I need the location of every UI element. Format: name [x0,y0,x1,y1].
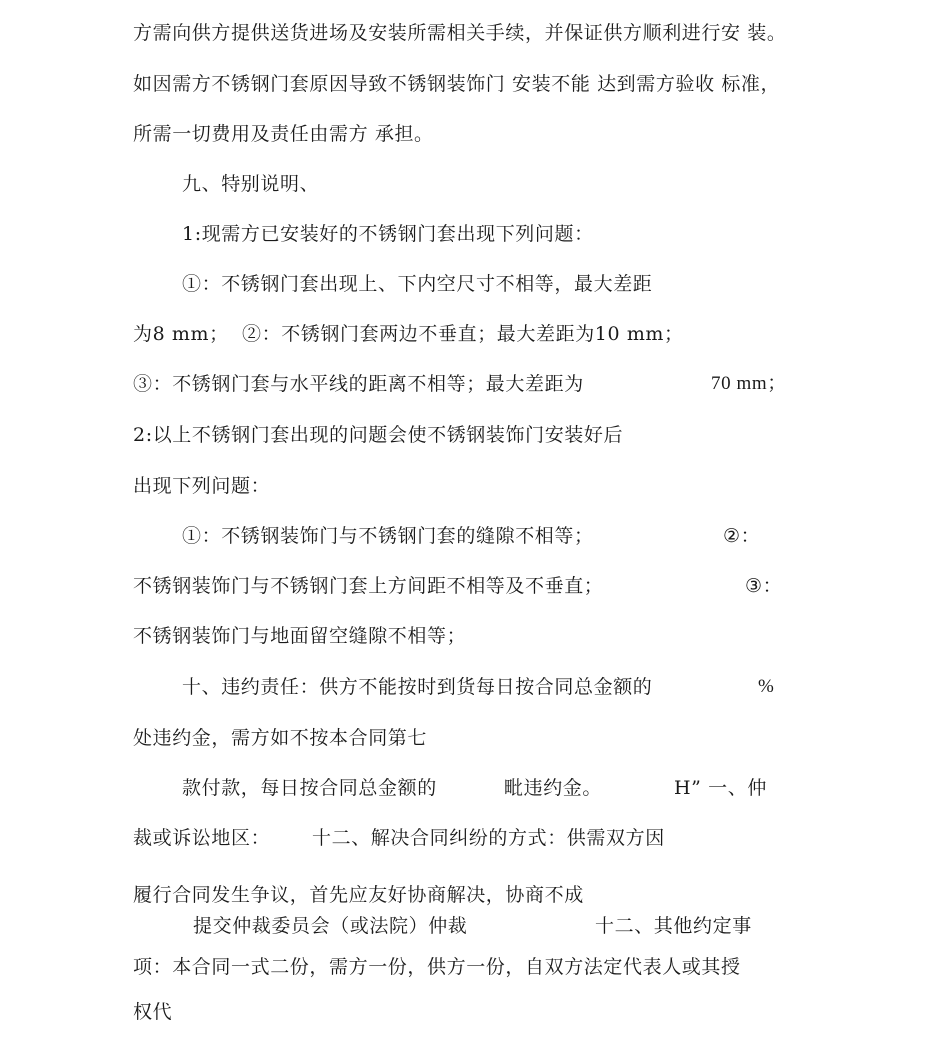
list-item: ①：不锈钢装饰门与不锈钢门套的缝隙不相等； [182,525,594,547]
paragraph-line: 方需向供方提供送货进场及安装所需相关手续，并保证供方顺利进行安 装。 [133,22,787,44]
paragraph-line: 款付款，每日按合同总金额的 [182,777,437,799]
percent-sign: % [758,676,775,697]
list-item: ③：不锈钢门套与水平线的距离不相等；最大差距为 [133,373,584,395]
list-item-marker: ②： [723,525,761,547]
paragraph-line: 裁或诉讼地区： [133,827,271,849]
paragraph-line: 2:以上不锈钢门套出现的问题会使不锈钢装饰门安装好后 [133,424,624,446]
list-item: 不锈钢装饰门与地面留空缝隙不相等； [133,625,467,647]
section-heading: 九、特别说明、 [182,173,320,195]
section-heading: 十二、解决合同纠纷的方式：供需双方因 [312,827,665,849]
paragraph-line: 处违约金，需方如不按本合同第七 [133,727,428,749]
paragraph-line: 项：本合同一式二份，需方一份，供方一份，自双方法定代表人或其授 [133,956,741,978]
paragraph-line: 如因需方不锈钢门套原因导致不锈钢装饰门 安装不能 达到需方验收 标准， [133,73,781,95]
section-heading: 十、违约责任：供方不能按时到货每日按合同总金额的 [182,676,653,698]
list-item-marker: ③： [745,575,783,597]
list-item: ①：不锈钢门套出现上、下内空尺寸不相等，最大差距 [182,273,653,295]
section-heading: H” 一、仲 [674,777,767,799]
paragraph-line: 履行合同发生争议，首先应友好协商解决，协商不成 [133,884,584,906]
list-item: 为8 mm； [133,323,229,345]
paragraph-line: 出现下列问题： [133,475,271,497]
section-heading: 十二、其他约定事 [595,915,752,937]
paragraph-line: 毗违约金。 [504,777,603,799]
list-item: ②：不锈钢门套两边不垂直；最大差距为10 mm； [242,323,684,345]
paragraph-line: 所需一切费用及责任由需方 承担。 [133,123,434,145]
paragraph-line: 权代 [133,1001,173,1023]
paragraph-line: 提交仲裁委员会（或法院）仲裁 [193,915,468,937]
list-item: 不锈钢装饰门与不锈钢门套上方间距不相等及不垂直； [133,575,604,597]
list-item-value: 70 mm； [711,373,787,394]
paragraph-line: 1:现需方已安装好的不锈钢门套出现下列问题： [182,223,594,245]
